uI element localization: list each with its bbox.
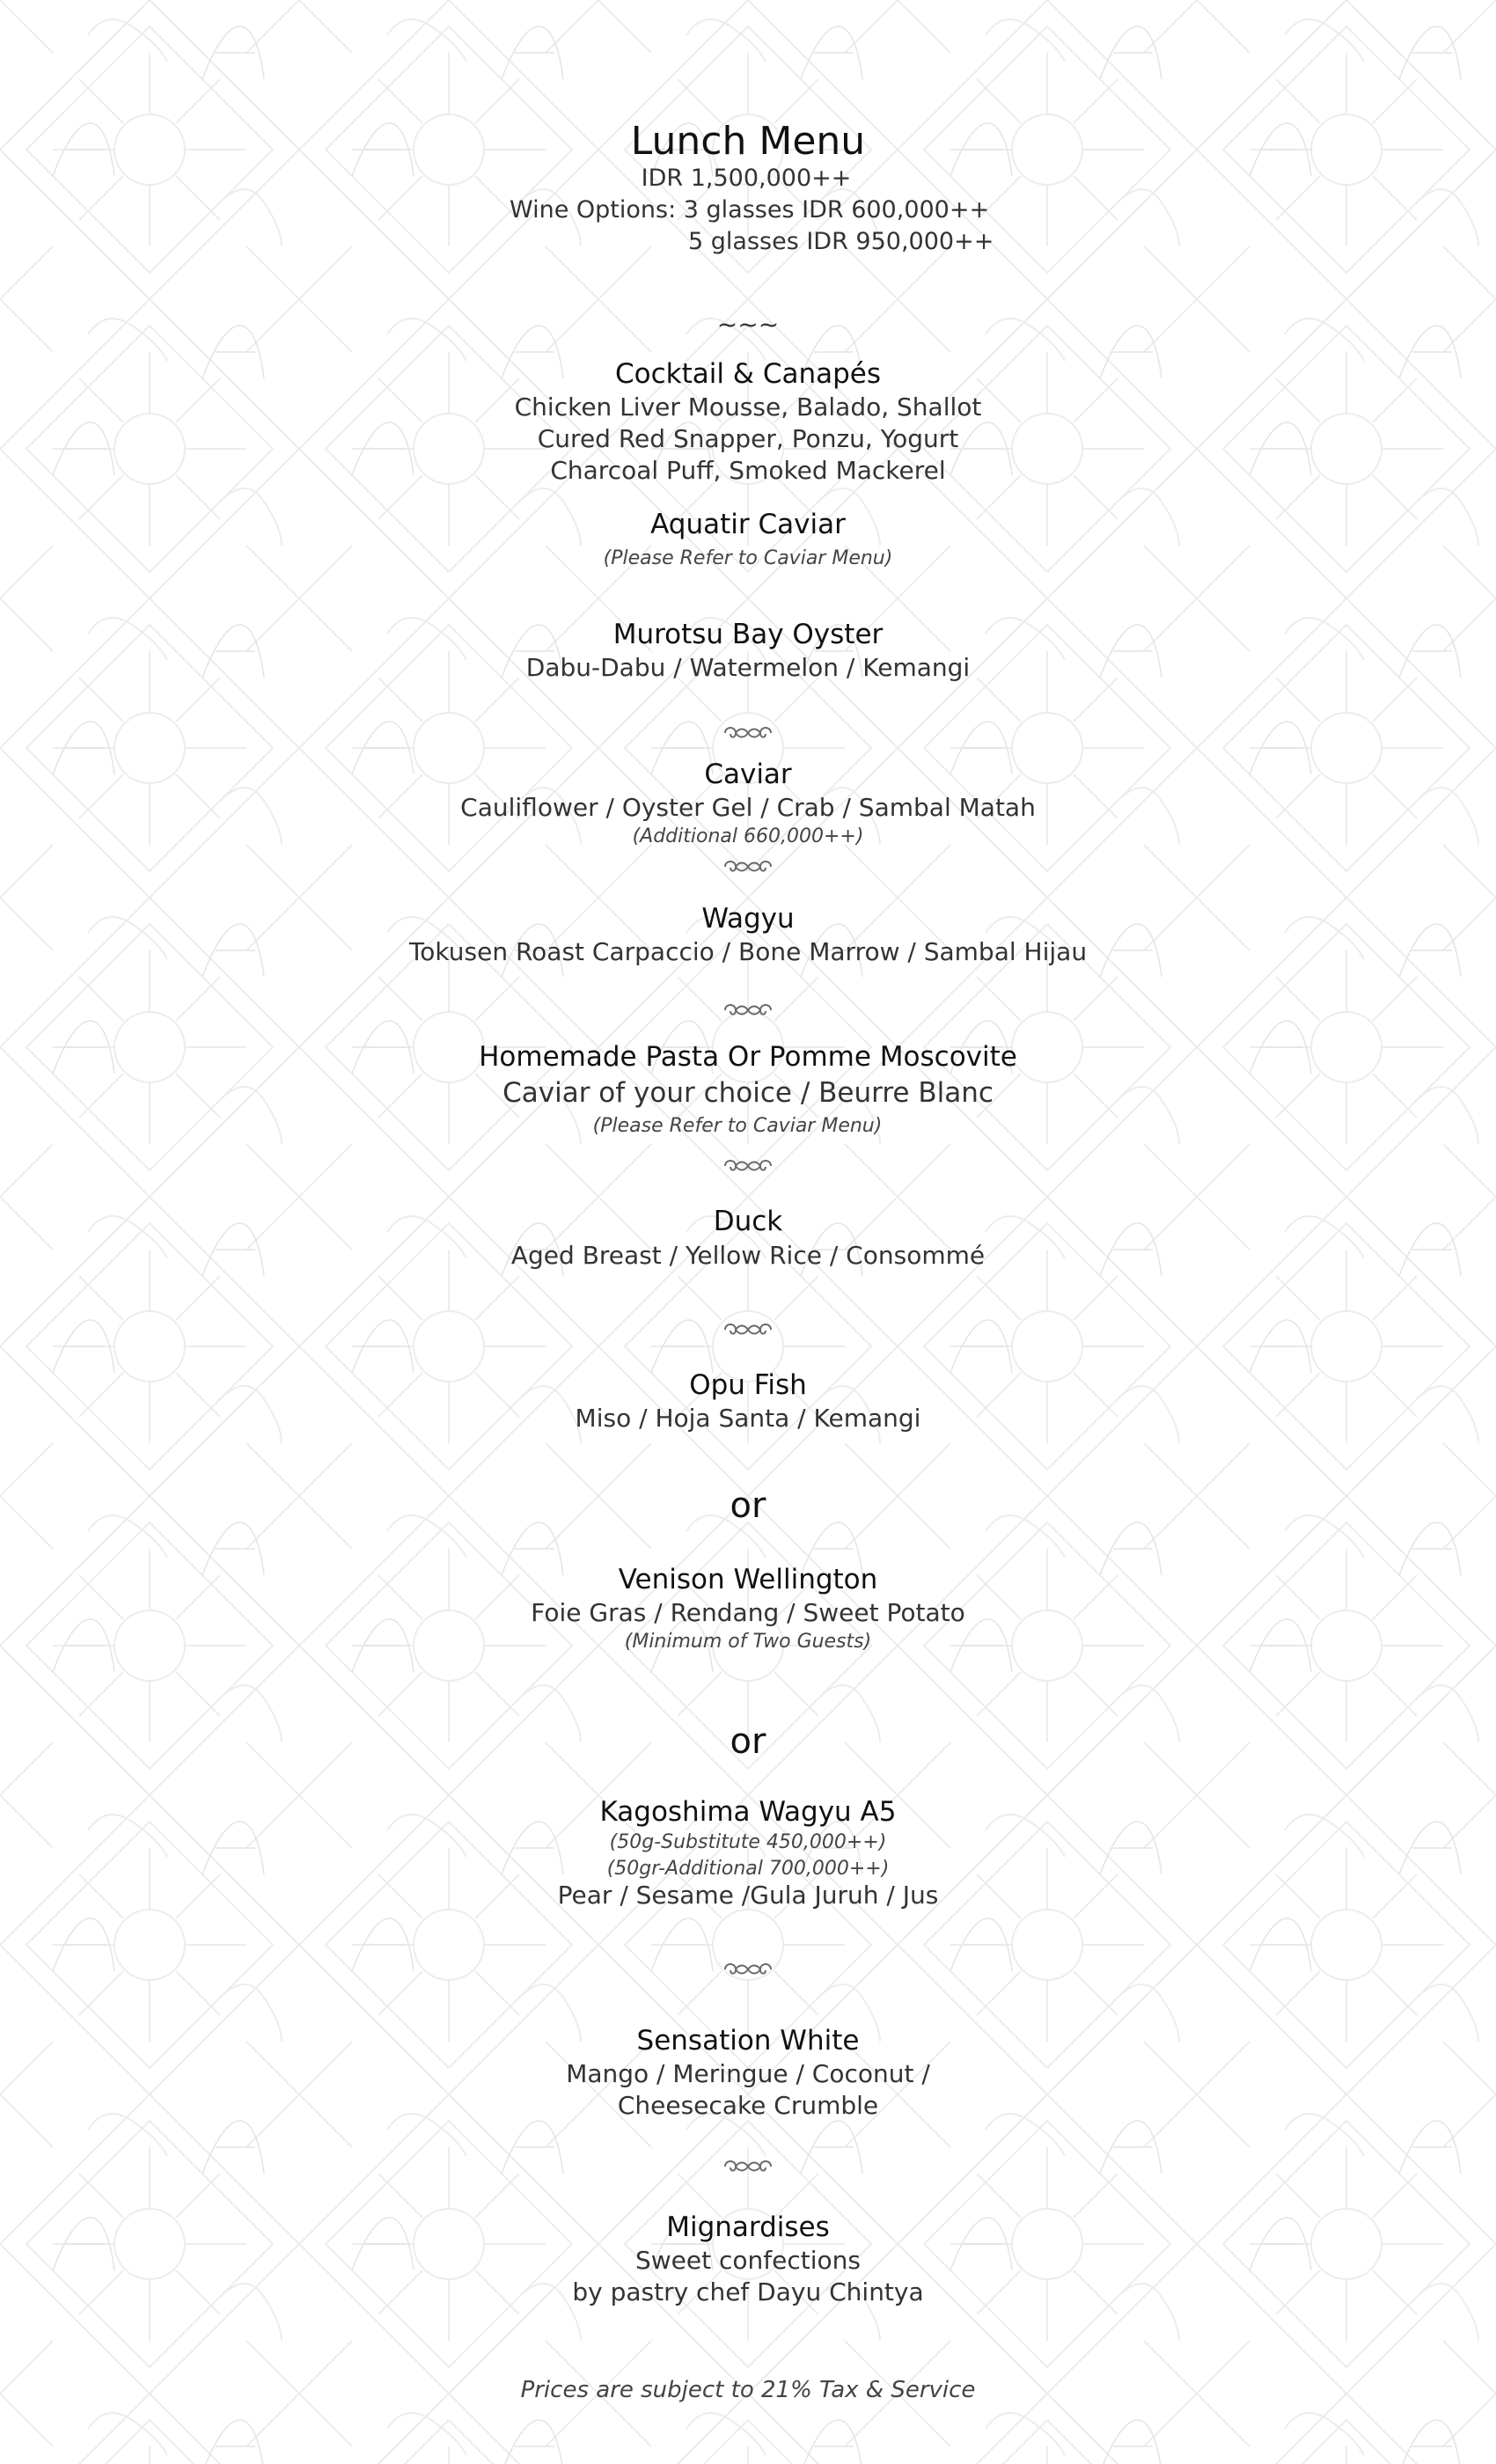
menu-price: IDR 1,500,000++	[641, 165, 852, 192]
or-separator-2: or	[730, 1721, 766, 1762]
or-separator-1: or	[730, 1485, 766, 1526]
course-desc-cocktail-2: Cured Red Snapper, Ponzu, Yogurt	[537, 424, 959, 453]
scroll-ornament-icon	[722, 857, 774, 876]
course-name-sensation: Sensation White	[636, 2025, 860, 2057]
course-note-kagoshima-2: (50gr-Additional 700,000++)	[606, 1858, 890, 1880]
course-name-duck: Duck	[713, 1206, 783, 1237]
course-note-kagoshima-1: (50g-Substitute 450,000++)	[609, 1831, 887, 1853]
course-desc-opu: Miso / Hoja Santa / Kemangi	[575, 1404, 921, 1433]
course-desc-mignardises-1: Sweet confections	[635, 2246, 861, 2275]
course-name-caviar: Caviar	[704, 759, 792, 790]
wine-options-line2: 5 glasses IDR 950,000++	[688, 228, 994, 255]
course-desc-sensation-2: Cheesecake Crumble	[617, 2091, 879, 2120]
course-desc-duck: Aged Breast / Yellow Rice / Consommé	[510, 1241, 986, 1270]
tilde-divider: ~~~	[716, 310, 780, 339]
course-desc-wagyu: Tokusen Roast Carpaccio / Bone Marrow / Sambal Hijau	[408, 937, 1088, 966]
course-desc-cocktail-1: Chicken Liver Mousse, Balado, Shallot	[514, 392, 982, 422]
scroll-ornament-icon	[722, 1320, 774, 1339]
scroll-ornament-icon	[722, 1156, 774, 1176]
course-desc-oyster: Dabu-Dabu / Watermelon / Kemangi	[525, 653, 971, 682]
scroll-ornament-icon	[722, 1960, 774, 1979]
course-name-pasta: Homemade Pasta Or Pomme Moscovite	[479, 1041, 1017, 1073]
course-note-aquatir: (Please Refer to Caviar Menu)	[603, 547, 893, 569]
course-name-venison: Venison Wellington	[618, 1564, 878, 1595]
course-name-opu: Opu Fish	[689, 1369, 807, 1401]
course-desc-cocktail-3: Charcoal Puff, Smoked Mackerel	[550, 456, 946, 485]
course-desc-pasta: Caviar of your choice / Beurre Blanc	[502, 1077, 994, 1109]
course-desc-kagoshima: Pear / Sesame /Gula Juruh / Jus	[557, 1881, 939, 1910]
footer-tax-note: Prices are subject to 21% Tax & Service	[520, 2377, 976, 2403]
scroll-ornament-icon	[722, 1001, 774, 1020]
course-name-aquatir: Aquatir Caviar	[650, 509, 846, 540]
course-name-oyster: Murotsu Bay Oyster	[612, 619, 884, 650]
course-note-pasta: (Please Refer to Caviar Menu)	[592, 1115, 883, 1137]
menu-title: Lunch Menu	[630, 119, 866, 164]
scroll-ornament-icon	[722, 723, 774, 743]
wine-options-line1: Wine Options: 3 glasses IDR 600,000++	[510, 196, 990, 224]
course-name-kagoshima: Kagoshima Wagyu A5	[599, 1796, 897, 1828]
course-desc-venison: Foie Gras / Rendang / Sweet Potato	[531, 1598, 965, 1627]
course-desc-sensation-1: Mango / Meringue / Coconut /	[566, 2059, 930, 2088]
course-desc-mignardises-2: by pastry chef Dayu Chintya	[572, 2277, 924, 2306]
course-desc-caviar: Cauliflower / Oyster Gel / Crab / Sambal Matah	[460, 793, 1036, 822]
course-note-caviar: (Additional 660,000++)	[632, 825, 864, 847]
course-note-venison: (Minimum of Two Guests)	[624, 1631, 872, 1653]
course-name-mignardises: Mignardises	[666, 2211, 830, 2243]
scroll-ornament-icon	[722, 2157, 774, 2176]
course-name-wagyu: Wagyu	[701, 903, 795, 935]
course-name-cocktail: Cocktail & Canapés	[614, 358, 882, 390]
